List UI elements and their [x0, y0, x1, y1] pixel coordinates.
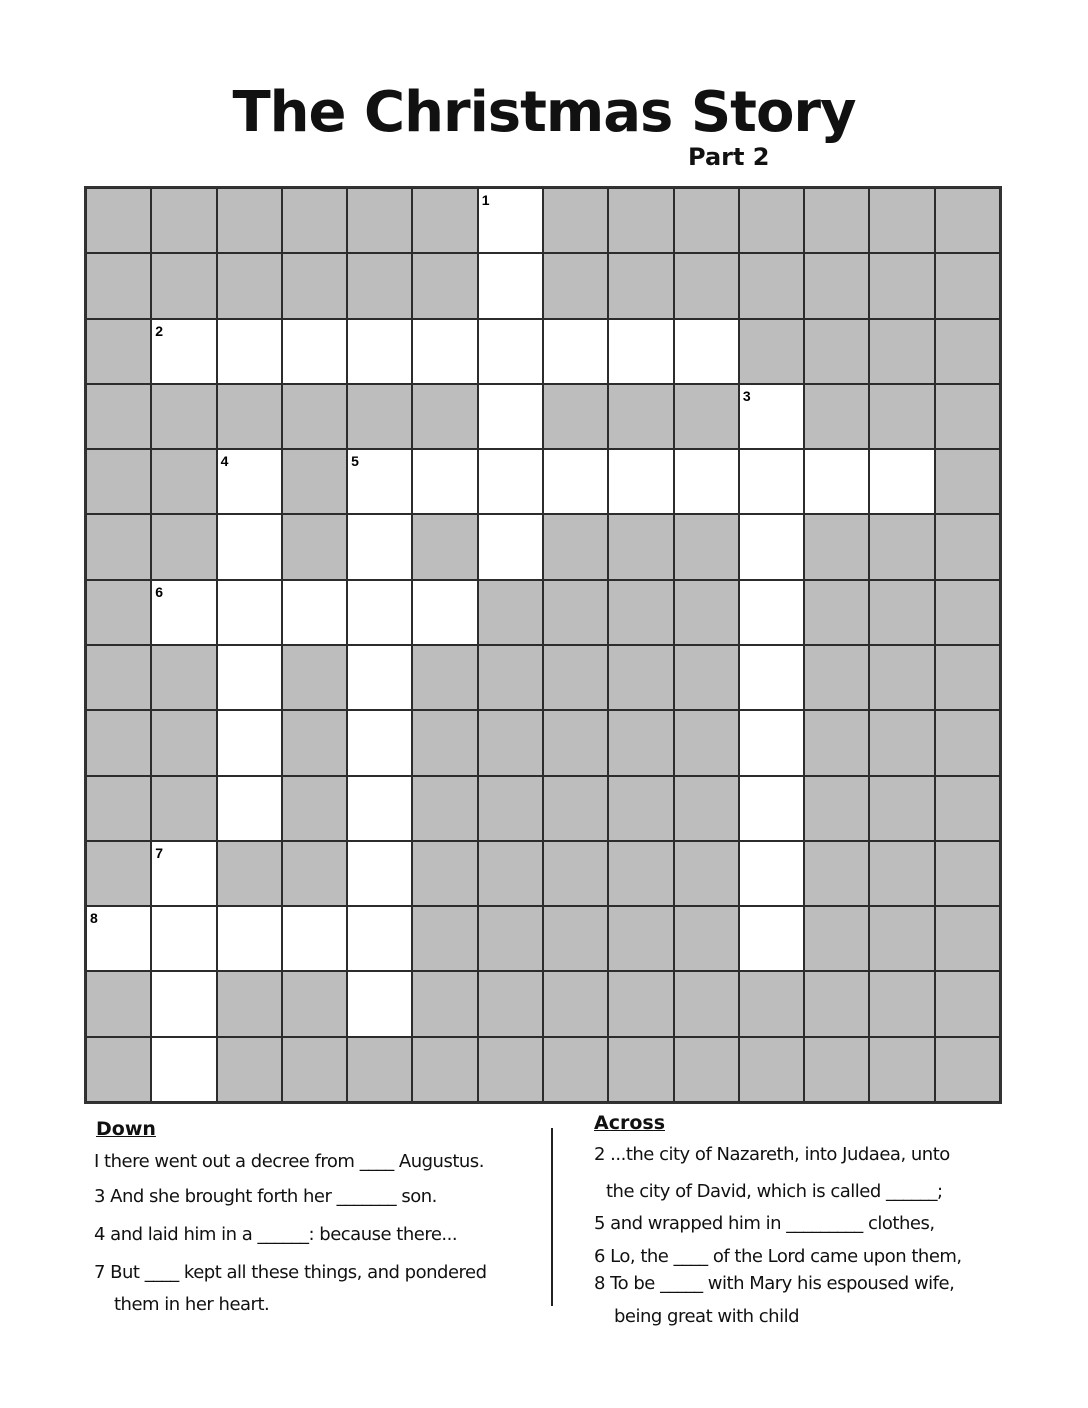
clue-number: 2: [155, 322, 164, 339]
answer-cell[interactable]: [739, 710, 804, 775]
blocked-cell: [869, 514, 934, 579]
blocked-cell: [935, 645, 1000, 710]
blocked-cell: [412, 971, 477, 1036]
answer-cell[interactable]: [412, 319, 477, 384]
answer-cell[interactable]: [869, 449, 934, 514]
blocked-cell: [869, 580, 934, 645]
answer-cell[interactable]: [217, 776, 282, 841]
answer-cell[interactable]: [478, 188, 543, 253]
blocked-cell: [86, 971, 151, 1036]
blocked-cell: [935, 188, 1000, 253]
down-clue-3: 3 And she brought forth her _______ son.: [94, 1186, 437, 1207]
blocked-cell: [282, 384, 347, 449]
answer-cell[interactable]: [739, 841, 804, 906]
blocked-cell: [543, 384, 608, 449]
blocked-cell: [935, 776, 1000, 841]
blocked-cell: [86, 514, 151, 579]
answer-cell[interactable]: [478, 253, 543, 318]
answer-cell[interactable]: [151, 971, 216, 1036]
blocked-cell: [412, 188, 477, 253]
blocked-cell: [869, 645, 934, 710]
blocked-cell: [869, 253, 934, 318]
clue-number: 5: [351, 453, 359, 470]
blocked-cell: [151, 449, 216, 514]
blocked-cell: [412, 384, 477, 449]
blocked-cell: [608, 188, 673, 253]
blocked-cell: [608, 971, 673, 1036]
clue-number: 6: [155, 583, 164, 600]
blocked-cell: [151, 188, 216, 253]
answer-cell[interactable]: [347, 449, 412, 514]
blocked-cell: [674, 645, 739, 710]
blocked-cell: [282, 841, 347, 906]
blocked-cell: [608, 645, 673, 710]
blocked-cell: [412, 906, 477, 971]
blocked-cell: [804, 188, 869, 253]
blocked-cell: [478, 906, 543, 971]
answer-cell[interactable]: [478, 384, 543, 449]
blocked-cell: [217, 971, 282, 1036]
blocked-cell: [282, 1037, 347, 1102]
answer-cell[interactable]: [347, 906, 412, 971]
blocked-cell: [282, 710, 347, 775]
blocked-cell: [282, 514, 347, 579]
blocked-cell: [478, 841, 543, 906]
blocked-cell: [86, 384, 151, 449]
blocked-cell: [543, 645, 608, 710]
blocked-cell: [217, 1037, 282, 1102]
blocked-cell: [739, 319, 804, 384]
blocked-cell: [86, 645, 151, 710]
blocked-cell: [86, 319, 151, 384]
blocked-cell: [674, 188, 739, 253]
answer-cell[interactable]: [739, 449, 804, 514]
answer-cell[interactable]: [347, 710, 412, 775]
blocked-cell: [543, 580, 608, 645]
blocked-cell: [739, 1037, 804, 1102]
blocked-cell: [478, 971, 543, 1036]
answer-cell[interactable]: [347, 841, 412, 906]
blocked-cell: [935, 1037, 1000, 1102]
blocked-cell: [412, 776, 477, 841]
blocked-cell: [674, 253, 739, 318]
down-clue-4: 4 and laid him in a ______: because there...: [94, 1224, 458, 1245]
blocked-cell: [543, 971, 608, 1036]
blocked-cell: [869, 188, 934, 253]
across-clue-2: 2 ...the city of Nazareth, into Judaea, unto: [594, 1144, 950, 1165]
page-title: The Christmas Story: [232, 80, 856, 145]
blocked-cell: [804, 710, 869, 775]
answer-cell[interactable]: [217, 580, 282, 645]
blocked-cell: [217, 188, 282, 253]
answer-cell[interactable]: [478, 319, 543, 384]
blocked-cell: [608, 1037, 673, 1102]
answer-cell[interactable]: [347, 319, 412, 384]
across-clue-6: 6 Lo, the ____ of the Lord came upon them,: [594, 1246, 962, 1267]
blocked-cell: [935, 710, 1000, 775]
blocked-cell: [869, 319, 934, 384]
crossword-grid: [84, 186, 1002, 1104]
blocked-cell: [935, 580, 1000, 645]
blocked-cell: [347, 188, 412, 253]
blocked-cell: [86, 710, 151, 775]
blocked-cell: [804, 253, 869, 318]
blocked-cell: [151, 710, 216, 775]
blocked-cell: [543, 841, 608, 906]
down-clue-7: 7 But ____ kept all these things, and pondered: [94, 1262, 487, 1283]
answer-cell[interactable]: [282, 906, 347, 971]
answer-cell[interactable]: [347, 514, 412, 579]
blocked-cell: [608, 906, 673, 971]
blocked-cell: [674, 776, 739, 841]
blocked-cell: [804, 776, 869, 841]
answer-cell[interactable]: [739, 580, 804, 645]
answer-cell[interactable]: [739, 906, 804, 971]
answer-cell[interactable]: [543, 319, 608, 384]
down-clue-7-cont: them in her heart.: [114, 1294, 270, 1315]
answer-cell[interactable]: [347, 776, 412, 841]
blocked-cell: [543, 253, 608, 318]
answer-cell[interactable]: [674, 449, 739, 514]
answer-cell[interactable]: [608, 319, 673, 384]
blocked-cell: [804, 906, 869, 971]
answer-cell[interactable]: [282, 319, 347, 384]
blocked-cell: [869, 971, 934, 1036]
blocked-cell: [674, 384, 739, 449]
across-clue-8: 8 To be _____ with Mary his espoused wife,: [594, 1273, 955, 1294]
answer-cell[interactable]: [217, 645, 282, 710]
blocked-cell: [935, 971, 1000, 1036]
blocked-cell: [86, 253, 151, 318]
blocked-cell: [869, 1037, 934, 1102]
answer-cell[interactable]: [217, 906, 282, 971]
answer-cell[interactable]: [412, 449, 477, 514]
blocked-cell: [478, 580, 543, 645]
answer-cell[interactable]: [739, 645, 804, 710]
blocked-cell: [151, 384, 216, 449]
blocked-cell: [151, 514, 216, 579]
answer-cell[interactable]: [347, 971, 412, 1036]
blocked-cell: [412, 514, 477, 579]
blocked-cell: [869, 776, 934, 841]
blocked-cell: [804, 1037, 869, 1102]
blocked-cell: [674, 710, 739, 775]
blocked-cell: [608, 580, 673, 645]
blocked-cell: [804, 514, 869, 579]
answer-cell[interactable]: [151, 1037, 216, 1102]
blocked-cell: [804, 384, 869, 449]
blocked-cell: [478, 1037, 543, 1102]
answer-cell[interactable]: [347, 580, 412, 645]
blocked-cell: [608, 776, 673, 841]
page-subtitle: Part 2: [688, 143, 770, 171]
blocked-cell: [804, 841, 869, 906]
blocked-cell: [935, 841, 1000, 906]
blocked-cell: [869, 906, 934, 971]
answer-cell[interactable]: [151, 841, 216, 906]
blocked-cell: [86, 841, 151, 906]
answer-cell[interactable]: [86, 906, 151, 971]
down-heading: Down: [96, 1118, 156, 1140]
blocked-cell: [86, 1037, 151, 1102]
blocked-cell: [478, 710, 543, 775]
blocked-cell: [869, 710, 934, 775]
blocked-cell: [478, 645, 543, 710]
clue-number: 7: [155, 844, 164, 861]
answer-cell[interactable]: [739, 776, 804, 841]
answer-cell[interactable]: [151, 906, 216, 971]
blocked-cell: [86, 188, 151, 253]
answer-cell[interactable]: [347, 645, 412, 710]
answer-cell[interactable]: [739, 514, 804, 579]
blocked-cell: [674, 841, 739, 906]
answer-cell[interactable]: [217, 319, 282, 384]
blocked-cell: [543, 514, 608, 579]
answer-cell[interactable]: [804, 449, 869, 514]
blocked-cell: [347, 1037, 412, 1102]
blocked-cell: [282, 449, 347, 514]
blocked-cell: [674, 906, 739, 971]
blocked-cell: [151, 776, 216, 841]
blocked-cell: [869, 841, 934, 906]
blocked-cell: [151, 253, 216, 318]
blocked-cell: [608, 253, 673, 318]
blocked-cell: [412, 1037, 477, 1102]
blocked-cell: [543, 188, 608, 253]
blocked-cell: [674, 580, 739, 645]
blocked-cell: [543, 1037, 608, 1102]
blocked-cell: [282, 253, 347, 318]
blocked-cell: [543, 906, 608, 971]
blocked-cell: [86, 776, 151, 841]
blocked-cell: [217, 384, 282, 449]
blocked-cell: [608, 384, 673, 449]
answer-cell[interactable]: [478, 514, 543, 579]
blocked-cell: [935, 449, 1000, 514]
blocked-cell: [935, 319, 1000, 384]
blocked-cell: [478, 776, 543, 841]
blocked-cell: [282, 645, 347, 710]
clue-divider: [551, 1128, 553, 1306]
blocked-cell: [543, 710, 608, 775]
across-clue-2-cont: the city of David, which is called ______;: [606, 1181, 943, 1202]
blocked-cell: [935, 253, 1000, 318]
answer-cell[interactable]: [478, 449, 543, 514]
answer-cell[interactable]: [739, 384, 804, 449]
blocked-cell: [412, 645, 477, 710]
blocked-cell: [151, 645, 216, 710]
answer-cell[interactable]: [151, 319, 216, 384]
clue-number: 8: [90, 910, 98, 927]
answer-cell[interactable]: [151, 580, 216, 645]
blocked-cell: [804, 971, 869, 1036]
answer-cell[interactable]: [674, 319, 739, 384]
blocked-cell: [935, 906, 1000, 971]
blocked-cell: [935, 384, 1000, 449]
answer-cell[interactable]: [217, 449, 282, 514]
blocked-cell: [674, 1037, 739, 1102]
clue-number: 4: [220, 453, 229, 470]
answer-cell[interactable]: [282, 580, 347, 645]
blocked-cell: [282, 188, 347, 253]
clue-number: 3: [742, 387, 751, 404]
blocked-cell: [217, 841, 282, 906]
answer-cell[interactable]: [608, 449, 673, 514]
blocked-cell: [217, 253, 282, 318]
blocked-cell: [608, 841, 673, 906]
blocked-cell: [804, 580, 869, 645]
blocked-cell: [739, 188, 804, 253]
blocked-cell: [86, 580, 151, 645]
blocked-cell: [347, 253, 412, 318]
blocked-cell: [674, 514, 739, 579]
blocked-cell: [804, 645, 869, 710]
blocked-cell: [869, 384, 934, 449]
answer-cell[interactable]: [217, 710, 282, 775]
across-clue-5: 5 and wrapped him in _________ clothes,: [594, 1213, 935, 1234]
blocked-cell: [739, 971, 804, 1036]
answer-cell[interactable]: [543, 449, 608, 514]
clue-number: 1: [481, 192, 490, 208]
blocked-cell: [282, 971, 347, 1036]
blocked-cell: [674, 971, 739, 1036]
blocked-cell: [412, 841, 477, 906]
across-heading: Across: [594, 1112, 666, 1134]
blocked-cell: [412, 710, 477, 775]
blocked-cell: [282, 776, 347, 841]
answer-cell[interactable]: [217, 514, 282, 579]
down-clue-1: I there went out a decree from ____ Augustus.: [94, 1151, 484, 1172]
blocked-cell: [739, 253, 804, 318]
blocked-cell: [935, 514, 1000, 579]
across-clue-8-cont: being great with child: [614, 1306, 800, 1327]
answer-cell[interactable]: [412, 580, 477, 645]
blocked-cell: [804, 319, 869, 384]
blocked-cell: [608, 514, 673, 579]
blocked-cell: [86, 449, 151, 514]
blocked-cell: [543, 776, 608, 841]
blocked-cell: [347, 384, 412, 449]
blocked-cell: [608, 710, 673, 775]
blocked-cell: [412, 253, 477, 318]
